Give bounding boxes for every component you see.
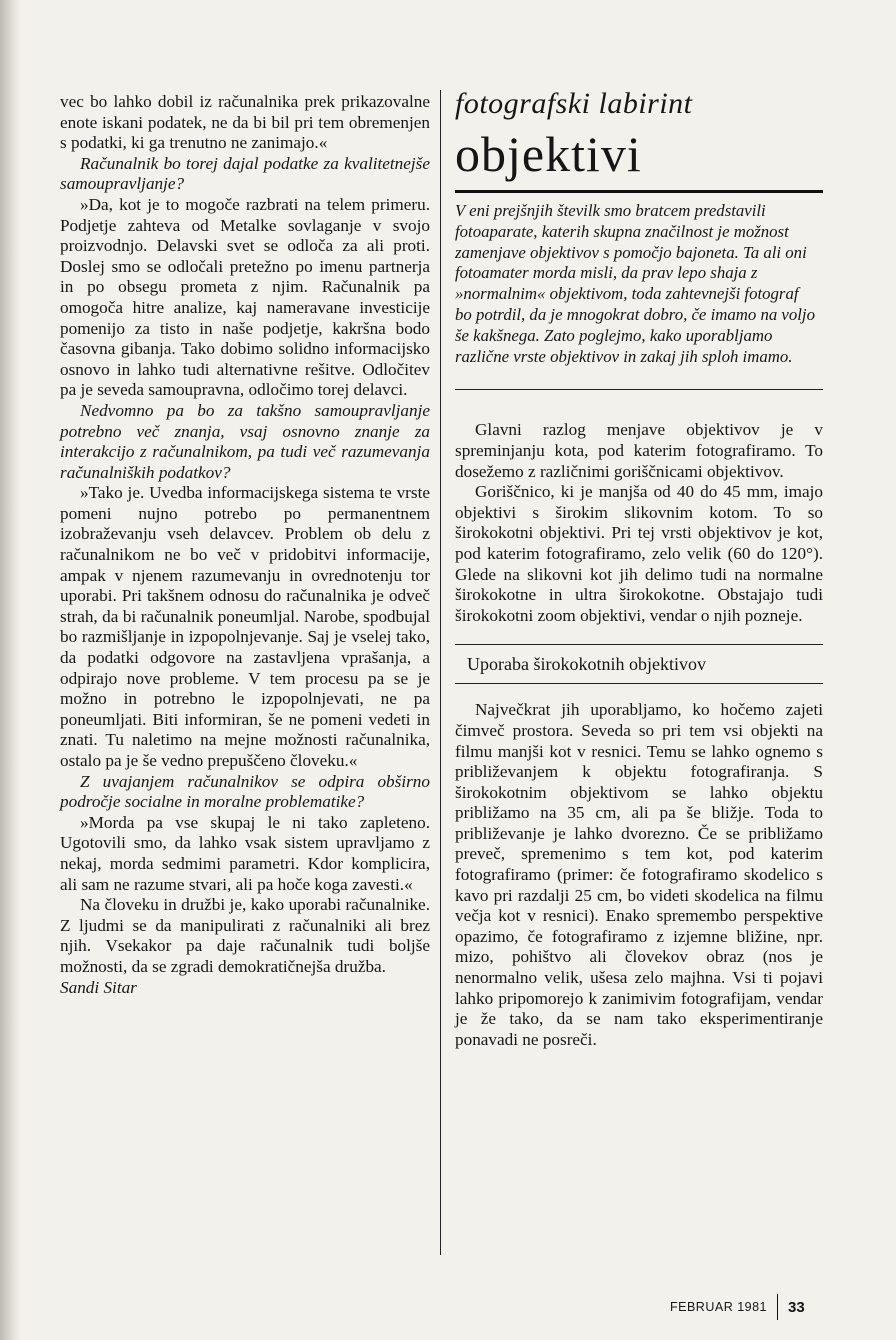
author-byline: Sandi Sitar: [60, 977, 137, 997]
subhead-rule-bottom: [455, 683, 823, 684]
article-lede: V eni prejšnjih številk smo bratcem predstavili fotoaparate, katerih skupna značilnost je možnost zamenjave objektivov s pomočjo bajoneta. Ta ali oni fotoamater morda misli, da prav lepo shaja z »normalnim« objektivom, toda zahtevnejši fotograf bo potrdil, da je mnogokrat dobro, če imamo na voljo še kakšnega. Zato poglejmo, kako uporabljamo različne vrste objektivov in zakaj jih sploh imamo.: [455, 201, 815, 366]
footer-separator: [777, 1294, 778, 1320]
interview-paragraph: vec bo lahko dobil iz računalnika prek prikazovalne enote iskani podatek, ne da bi bil pri tem obremenjen s podatki, ki ga trenutno ne zanimajo.«: [60, 92, 430, 153]
body-paragraph: Največkrat jih uporabljamo, ko hočemo zajeti čimveč prostora. Seveda so pri tem vsi objekti na filmu manjši kot v resnici. Temu se lahko ognemo s približevanjem k objektu fotografiranja. S širokokotnim objektivom se lahko objektu približamo na 35 cm, ali pa še bližje. Toda to približevanje je lahko dvorezno. Če se približamo preveč, spremenimo s tem kot, pod katerim fotografiramo (primer: če fotografiramo skodelico s kavo pri razdalji 25 cm, bo videti skodelica na filmu večja kot v resnici). Enako spremembo perspektive opazimo, če fotografiramo z izjemne bližine, npr. mizo, pohištvo ali človekov obraz (nos je nenormalno velik, ušesa zelo majhna. Vsi ti pojavi lahko pripomorejo k zanimivim fotografijam, vendar je že tako, da se nam tako eksperimentiranje ponavadi ne posreči.: [455, 700, 823, 1049]
interview-answer: »Morda pa vse skupaj le ni tako zapleteno. Ugotovili smo, da lahko vsak sistem upravljamo z nekaj, morda sedmimi parametri. Kdor komplicira, ali sam ne razume stvari, ali pa hoče koga zavesti.«: [60, 812, 430, 894]
page-footer: [670, 1296, 805, 1318]
interview-answer: »Tako je. Uvedba informacijskega sistema te vrste pomeni nujno potrebo po permanentnem izobraževanju vseh delavcev. Problem ob delu z računalnikom ne bo več v pridobitvi informacije, ampak v njenem razumevanju in ovrednotenju tor uporabi. Pri takšnem odnosu do računalnika je odveč strah, da bi računalnik poneumljal. Narobe, spodbujal bo razmišljanje in izpopolnjevanje. Saj je vselej tako, da podatki odgovore na zastavljena vprašanja, a odpirajo nove probleme. V tem procesu pa se je možno in potrebno le izpopolnjevati, ne pa poneumljati. Biti informiran, še ne pomeni vedeti in znati. Tu naletimo na mejne možnosti računalnika, ostalo pa je še vedno prepuščeno človeku.«: [60, 483, 430, 770]
section-kicker: fotografski labirint: [455, 87, 693, 120]
interview-answer: »Da, kot je to mogoče razbrati na telem primeru. Podjetje zahteva od Metalke sovlaganje v svojo proizvodnjo. Delavski svet se odloča za ali proti. Doslej smo se odločali pretežno po imenu partnerja in po obsegu prometa z njim. Računalnik pa omogoča hitre analize, kaj nameravane investicije pomenijo za tisto in naše podjetje, kakršna bodo časovna gibanja. Tako dobimo solidno informacijsko osnovo in lahko tudi alternativne rešitve. Odločitev pa je seveda samoupravna, odločimo torej delavci.: [60, 194, 430, 400]
issue-date: FEBRUAR 1981: [670, 1300, 768, 1314]
article-headline: objektivi: [455, 126, 642, 182]
body-paragraph: Glavni razlog menjave objektivov je v spreminjanju kota, pod katerim fotografiramo. To dosežemo z različnimi goriščnicami objektivov.: [455, 420, 823, 481]
subhead-rule-top: [455, 644, 823, 645]
page-gutter-shadow: [0, 0, 22, 1340]
interview-question: Z uvajanjem računalnikov se odpira obširno področje socialne in moralne problematike?: [60, 771, 430, 812]
column-divider: [440, 90, 441, 1255]
article-section-wide-angle: [455, 700, 823, 1050]
headline-rule: [455, 190, 823, 193]
page-number: 33: [788, 1298, 805, 1316]
interview-column: [60, 92, 430, 998]
interview-closing-paragraph: Na človeku in družbi je, kako uporabi računalnike. Z ljudmi se da manipulirati z računalniki ali brez njih. Vsekakor pa daje računalnik tudi boljše možnosti, da se zgradi demokratičnejša družba.: [60, 895, 430, 976]
article-column: [455, 86, 823, 1050]
section-subhead: Uporaba širokokotnih objektivov: [467, 654, 706, 675]
interview-question: Nedvomno pa bo za takšno samoupravljanje potrebno več znanja, vsaj osnovno znanje za interakcijo z računalnikom, pa tudi več razumevanja računalniških podatkov?: [60, 400, 430, 482]
interview-question: Računalnik bo torej dajal podatke za kvalitetnejše samoupravljanje?: [60, 153, 430, 194]
lede-rule: [455, 389, 823, 390]
article-section-intro: [455, 420, 823, 626]
body-paragraph: Goriščnico, ki je manjša od 40 do 45 mm, imajo objektivi s širokim slikovnim kotom. To so širokokotni objektivi. Pri tej vrsti objektivov je kot, pod katerim fotografiramo, zelo velik (60 do 120°). Glede na slikovni kot jih delimo tudi na normalne širokokotne in ultra širokokotne. Obstajajo tudi širokokotni zoom objektivi, vendar o njih pozneje.: [455, 482, 823, 625]
